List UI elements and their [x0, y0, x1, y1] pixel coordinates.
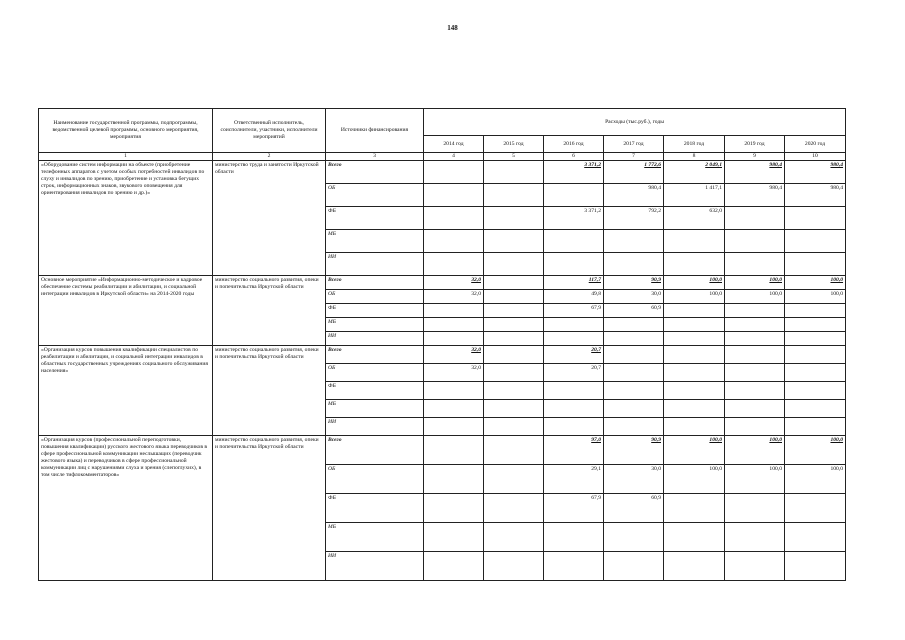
expense-value: 1 772,6 — [604, 161, 664, 184]
expense-value — [725, 382, 785, 400]
expense-value — [664, 494, 725, 523]
expense-value — [604, 364, 664, 382]
column-number: 6 — [544, 153, 604, 161]
expense-value — [484, 332, 544, 346]
funding-source: Всего — [326, 346, 424, 364]
responsible-executor: министерство труда и занятости Иркутской области — [213, 161, 326, 276]
expense-value: 90,9 — [604, 276, 664, 290]
expense-value — [664, 552, 725, 581]
expense-value: 100,0 — [725, 436, 785, 465]
expense-value: 49,8 — [544, 290, 604, 304]
responsible-executor: министерство социального развития, опеки и попечительства Иркутской области — [213, 436, 326, 581]
expense-value — [484, 161, 544, 184]
activity-name: «Оборудование систем информации на объекте (приобретение телефонных аппаратов с учетом особых потребностей инвалидов по слуху и инвалидов по зрению, приобретение и установка бегущих строк, информационных знаков, звукового оповещения для ориентирования инвалидов по зрению и др.)» — [39, 161, 213, 276]
expense-value — [424, 207, 484, 230]
expense-value — [664, 230, 725, 253]
expense-value — [484, 184, 544, 207]
expense-value: 100,0 — [725, 276, 785, 290]
expense-value — [484, 465, 544, 494]
expense-value — [484, 436, 544, 465]
expense-value: 100,0 — [725, 290, 785, 304]
expense-value — [424, 304, 484, 318]
expense-value — [484, 552, 544, 581]
expense-value: 60,9 — [604, 304, 664, 318]
header-responsible: Ответственный исполнитель, соисполнители, участники, исполнители мероприятий — [213, 109, 326, 153]
expense-value — [604, 552, 664, 581]
expense-value — [424, 494, 484, 523]
table-row — [39, 436, 846, 465]
expense-value — [725, 418, 785, 436]
expense-value — [544, 253, 604, 276]
expense-value — [484, 418, 544, 436]
expense-value — [664, 332, 725, 346]
expense-value — [484, 276, 544, 290]
responsible-executor: министерство социального развития, опеки и попечительства Иркутской области — [213, 276, 326, 346]
expense-value — [484, 382, 544, 400]
expense-value — [484, 400, 544, 418]
expense-value — [544, 523, 604, 552]
expense-value — [484, 304, 544, 318]
expense-value — [664, 346, 725, 364]
expense-value — [424, 418, 484, 436]
expense-value: 117,7 — [544, 276, 604, 290]
expense-value: 90,9 — [604, 436, 664, 465]
expense-value — [604, 332, 664, 346]
header-sources: Источники финансирования — [326, 109, 424, 153]
expense-value: 100,0 — [725, 465, 785, 494]
expense-value — [604, 253, 664, 276]
expense-value — [664, 253, 725, 276]
expense-value: 3 371,2 — [544, 161, 604, 184]
funding-source: Всего — [326, 161, 424, 184]
expense-value — [484, 364, 544, 382]
year-header: 2020 год — [785, 136, 846, 153]
expense-value: 20,7 — [544, 346, 604, 364]
year-header: 2014 год — [424, 136, 484, 153]
expense-value — [725, 332, 785, 346]
expense-value — [424, 523, 484, 552]
expense-value — [664, 364, 725, 382]
expense-value — [725, 253, 785, 276]
expense-value — [424, 436, 484, 465]
expense-value — [484, 253, 544, 276]
expense-value — [484, 207, 544, 230]
funding-source: Всего — [326, 276, 424, 290]
table-row — [39, 161, 846, 184]
expense-value — [484, 290, 544, 304]
funding-source: МБ — [326, 400, 424, 418]
expense-value — [785, 230, 846, 253]
responsible-executor: министерство социального развития, опеки и попечительства Иркутской области — [213, 346, 326, 436]
column-number: 4 — [424, 153, 484, 161]
expense-value — [544, 382, 604, 400]
expense-value — [785, 318, 846, 332]
expense-value — [664, 523, 725, 552]
table-body — [39, 161, 846, 581]
expense-value — [544, 400, 604, 418]
expense-value — [664, 400, 725, 418]
expense-value — [725, 494, 785, 523]
expense-value: 980,4 — [725, 161, 785, 184]
activity-name: «Организация курсов повышения квалификации специалистов по реабилитации и абилитации, и социальной интеграции инвалидов в областных государственных учреждениях социального обслуживания населения» — [39, 346, 213, 436]
expense-value: 792,2 — [604, 207, 664, 230]
expense-value: 980,4 — [785, 161, 846, 184]
expense-value: 980,4 — [725, 184, 785, 207]
expense-value — [424, 184, 484, 207]
column-number: 10 — [785, 153, 846, 161]
expense-value — [424, 552, 484, 581]
expense-value — [424, 253, 484, 276]
page-number: 148 — [447, 24, 458, 32]
expense-value — [604, 346, 664, 364]
expense-value — [785, 523, 846, 552]
expense-value: 100,0 — [664, 276, 725, 290]
expense-value: 32,0 — [424, 364, 484, 382]
expense-value — [604, 400, 664, 418]
funding-source: ФБ — [326, 304, 424, 318]
expense-value — [785, 304, 846, 318]
expense-value: 1 417,1 — [664, 184, 725, 207]
expense-value: 100,0 — [785, 276, 846, 290]
year-header: 2019 год — [725, 136, 785, 153]
expense-value: 980,4 — [604, 184, 664, 207]
table-row — [39, 346, 846, 364]
expense-value — [725, 304, 785, 318]
activity-name: Основное мероприятие «Информационно-методическое и кадровое обеспечение системы реабилитации и абилитации, и социальной интеграции инвалидов в Иркутской области» на 2014-2020 годы — [39, 276, 213, 346]
header-name: Наименование государственной программы, подпрограммы, ведомственной целевой программы, основного мероприятия, мероприятия — [39, 109, 213, 153]
column-number: 3 — [326, 153, 424, 161]
expense-value — [604, 382, 664, 400]
funding-source: ФБ — [326, 382, 424, 400]
expense-value: 100,0 — [664, 436, 725, 465]
column-numbers-row — [39, 153, 846, 161]
expense-value — [664, 318, 725, 332]
expense-value: 100,0 — [664, 465, 725, 494]
expense-value: 30,0 — [604, 465, 664, 494]
year-header: 2017 год — [604, 136, 664, 153]
expense-value — [725, 346, 785, 364]
table-row — [39, 276, 846, 290]
funding-source: ИИ — [326, 418, 424, 436]
expense-value — [785, 332, 846, 346]
expense-value — [785, 364, 846, 382]
column-number: 1 — [39, 153, 213, 161]
expense-value — [544, 184, 604, 207]
expense-value — [484, 346, 544, 364]
expense-value — [725, 318, 785, 332]
expense-value — [484, 318, 544, 332]
expense-value — [785, 400, 846, 418]
activity-name: «Организация курсов (профессиональной переподготовки, повышения квалификации) русского жестового языка переводчиков в сфере профессиональной коммуникации неслышащих (переводчик жестового языка) и переводчиков в сфере профессиональной коммуникации лиц с нарушениями слуха и зрения (слепоглухих), в том числе тифлокомментаторов» — [39, 436, 213, 581]
expense-value — [725, 230, 785, 253]
expense-value — [424, 161, 484, 184]
expense-value — [424, 318, 484, 332]
expense-value: 67,9 — [544, 494, 604, 523]
expense-value: 30,0 — [604, 290, 664, 304]
expense-value — [424, 230, 484, 253]
expense-value — [544, 418, 604, 436]
funding-source: ФБ — [326, 494, 424, 523]
expense-value — [725, 523, 785, 552]
expense-value — [544, 318, 604, 332]
expense-value — [785, 346, 846, 364]
expense-value — [785, 207, 846, 230]
expense-value — [725, 364, 785, 382]
expense-value — [484, 494, 544, 523]
expense-value: 32,0 — [424, 276, 484, 290]
header-row — [39, 109, 846, 136]
expense-value — [424, 400, 484, 418]
expense-value: 2 049,1 — [664, 161, 725, 184]
header-expenses: Расходы (тыс.руб.), годы — [424, 109, 846, 136]
year-header: 2018 год — [664, 136, 725, 153]
expense-value — [604, 230, 664, 253]
column-number: 2 — [213, 153, 326, 161]
expense-value — [544, 552, 604, 581]
expense-value: 60,9 — [604, 494, 664, 523]
expense-value — [604, 318, 664, 332]
expense-value — [664, 304, 725, 318]
expense-value — [544, 230, 604, 253]
funding-source: МБ — [326, 523, 424, 552]
funding-source: ФБ — [326, 207, 424, 230]
year-header: 2015 год — [484, 136, 544, 153]
expense-value — [785, 552, 846, 581]
expense-value: 29,1 — [544, 465, 604, 494]
expense-value — [725, 400, 785, 418]
expense-value: 20,7 — [544, 364, 604, 382]
expense-value — [725, 207, 785, 230]
expense-value — [484, 230, 544, 253]
expense-value — [785, 418, 846, 436]
funding-source: ОБ — [326, 465, 424, 494]
expense-value: 97,0 — [544, 436, 604, 465]
column-number: 9 — [725, 153, 785, 161]
expense-value — [664, 382, 725, 400]
expense-value — [725, 552, 785, 581]
expense-value: 100,0 — [664, 290, 725, 304]
expense-value: 32,0 — [424, 346, 484, 364]
expense-value: 632,0 — [664, 207, 725, 230]
expense-value — [604, 523, 664, 552]
funding-source: Всего — [326, 436, 424, 465]
funding-source: МБ — [326, 230, 424, 253]
column-number: 5 — [484, 153, 544, 161]
expense-value: 67,9 — [544, 304, 604, 318]
expenses-table — [38, 108, 846, 581]
column-number: 8 — [664, 153, 725, 161]
column-number: 7 — [604, 153, 664, 161]
expense-value — [785, 494, 846, 523]
expense-value — [604, 418, 664, 436]
expense-value — [484, 523, 544, 552]
funding-source: МБ — [326, 318, 424, 332]
expense-value — [424, 332, 484, 346]
funding-source: ОБ — [326, 364, 424, 382]
funding-source: ИИ — [326, 332, 424, 346]
funding-source: ОБ — [326, 290, 424, 304]
funding-source: ОБ — [326, 184, 424, 207]
expense-value: 3 371,2 — [544, 207, 604, 230]
expense-value: 980,4 — [785, 184, 846, 207]
funding-source: ИИ — [326, 552, 424, 581]
expense-value: 32,0 — [424, 290, 484, 304]
expense-value — [424, 382, 484, 400]
expense-value — [785, 382, 846, 400]
funding-source: ИИ — [326, 253, 424, 276]
year-header: 2016 год — [544, 136, 604, 153]
expense-value — [424, 465, 484, 494]
expense-value — [785, 253, 846, 276]
expense-value: 100,0 — [785, 290, 846, 304]
expense-value — [664, 418, 725, 436]
expense-value: 100,0 — [785, 465, 846, 494]
expense-value — [544, 332, 604, 346]
expense-value: 100,0 — [785, 436, 846, 465]
